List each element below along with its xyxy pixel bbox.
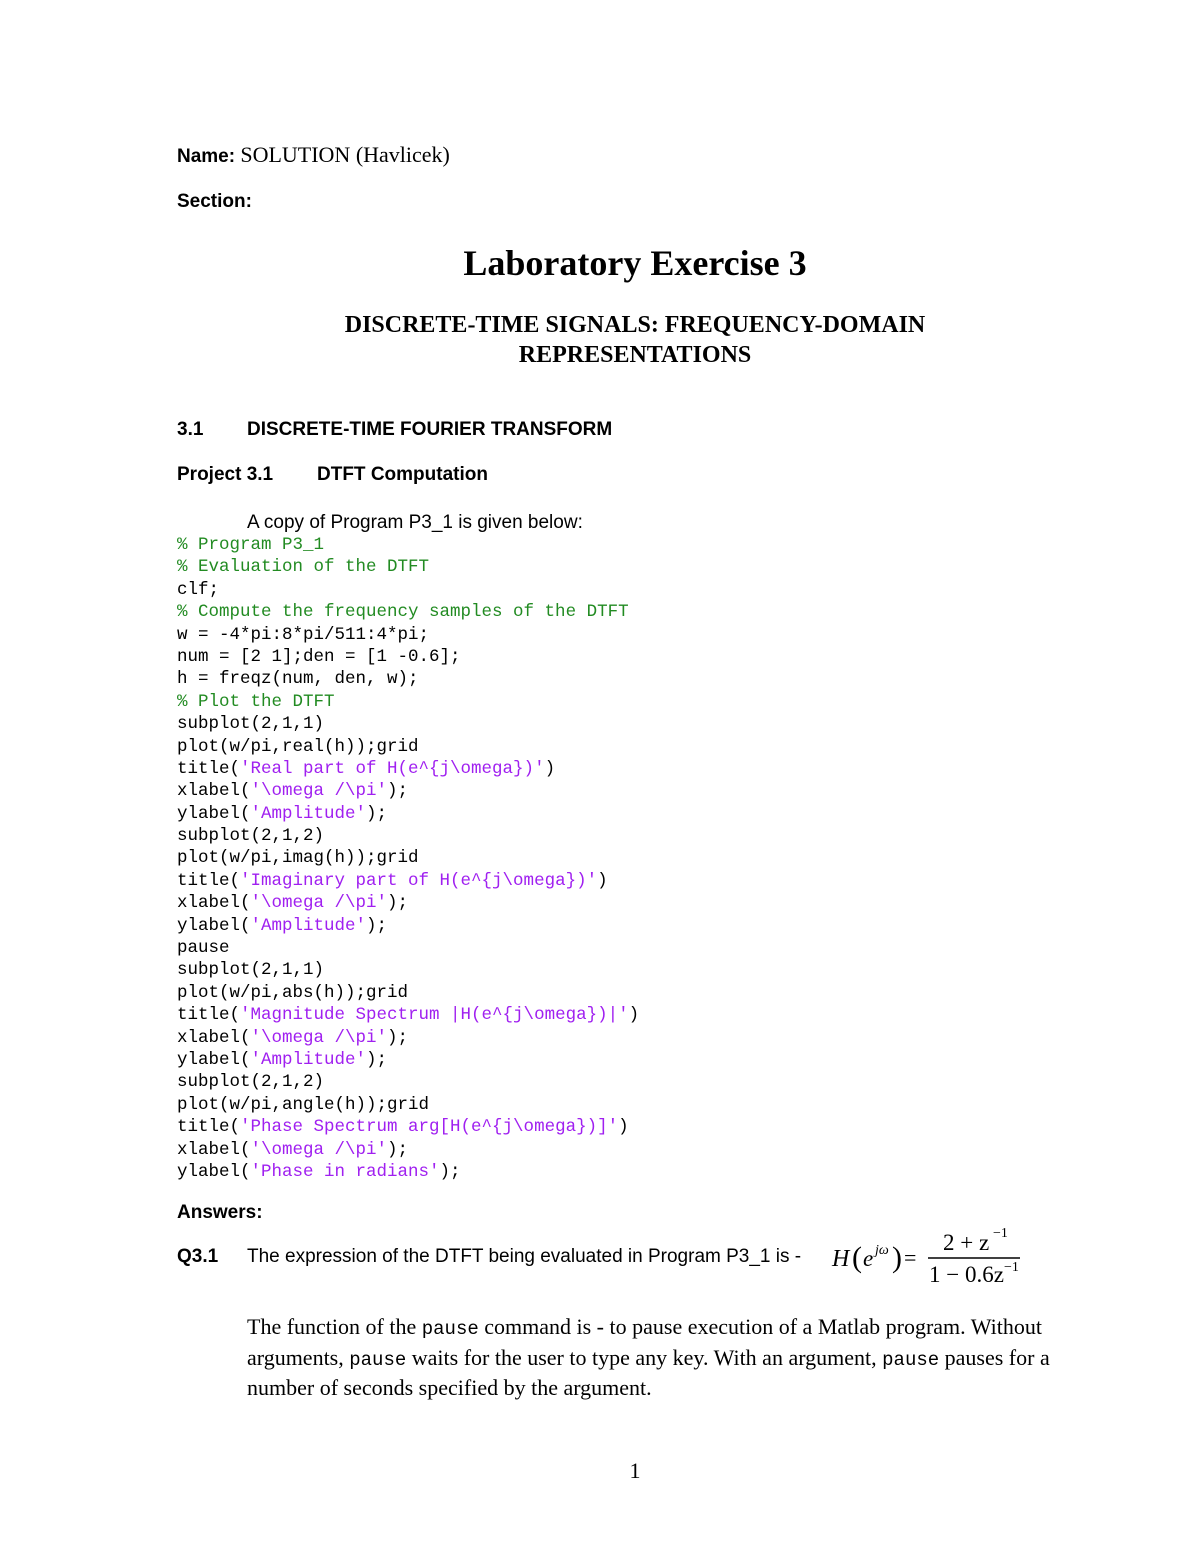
code-line (177, 758, 639, 780)
code-token: ylabel( (177, 915, 251, 936)
answer-code: pause (882, 1348, 940, 1371)
question-number: Q3.1 (177, 1246, 219, 1267)
code-string: 'Imaginary part of H(e^{j\omega})' (240, 870, 598, 891)
code-line: plot(w/pi,angle(h));grid (177, 1094, 430, 1115)
answers-heading: Answers: (177, 1202, 263, 1223)
subtitle-line-1: DISCRETE-TIME SIGNALS: FREQUENCY-DOMAIN (344, 312, 926, 338)
code-string: 'Amplitude' (250, 915, 367, 936)
answer-code: pause (349, 1348, 407, 1371)
code-token: ) (618, 1117, 629, 1138)
code-string: 'Phase in radians' (250, 1161, 440, 1182)
code-line (177, 1116, 639, 1138)
code-string: 'Amplitude' (250, 803, 367, 824)
code-line (177, 892, 639, 914)
page-title: Laboratory Exercise 3 (463, 243, 807, 283)
code-token: ); (387, 893, 409, 914)
answer-paragraph (247, 1313, 1107, 1402)
code-line: subplot(2,1,1) (177, 960, 325, 981)
code-token: ); (387, 1027, 409, 1048)
formula-left-paren: ( (852, 1241, 862, 1274)
code-string: 'Real part of H(e^{j\omega})' (240, 758, 545, 779)
section-label: Section: (177, 191, 252, 212)
code-string: 'Amplitude' (250, 1049, 367, 1070)
dtft-formula (830, 1224, 1030, 1294)
code-line: clf; (177, 579, 220, 600)
formula-e-exponent: jω (875, 1243, 889, 1258)
page-subtitle (0, 310, 1200, 370)
name-value: SOLUTION (Havlicek) (240, 142, 450, 167)
code-token: ylabel( (177, 1049, 251, 1070)
code-string: '\omega /\pi' (250, 781, 388, 802)
code-token: xlabel( (177, 893, 251, 914)
code-line: subplot(2,1,1) (177, 714, 325, 735)
code-line: % Compute the frequency samples of the DTFT (177, 602, 629, 623)
formula-numerator: 2 + z (943, 1230, 990, 1255)
code-token: ); (366, 1049, 388, 1070)
code-line (177, 803, 639, 825)
code-token: ) (628, 1005, 640, 1026)
code-token: xlabel( (177, 1027, 251, 1048)
section-title: DISCRETE-TIME FOURIER TRANSFORM (247, 419, 613, 440)
code-line: plot(w/pi,imag(h));grid (177, 848, 419, 869)
code-line (177, 780, 639, 802)
section-number: 3.1 (177, 419, 204, 440)
answer-text: waits for the user to type any key. With an argument, (406, 1344, 883, 1370)
code-line: % Plot the DTFT (177, 691, 335, 712)
code-token: ); (439, 1161, 461, 1182)
page-number: 1 (629, 1458, 641, 1483)
code-token: ); (366, 803, 388, 824)
code-token: ); (387, 1139, 409, 1160)
answer-text: command is - to pause execution of a Matlab program. Without arguments, (247, 1314, 1042, 1370)
code-token: ) (597, 870, 608, 891)
code-line: pause (177, 938, 230, 959)
answer-code: pause (421, 1318, 479, 1340)
formula-denominator: 1 − 0.6z (929, 1262, 1004, 1287)
question-text: The expression of the DTFT being evaluated in Program P3_1 is - (247, 1246, 802, 1267)
name-label: Name: (177, 146, 236, 167)
formula-e: e (863, 1246, 874, 1271)
formula-H: H (832, 1246, 850, 1272)
code-line (177, 1027, 639, 1049)
code-line: plot(w/pi,real(h));grid (177, 736, 419, 757)
code-line (177, 870, 639, 892)
code-line (177, 1049, 639, 1071)
code-line: h = freqz(num, den, w); (177, 669, 419, 690)
code-token: ylabel( (177, 1161, 251, 1182)
code-string: '\omega /\pi' (250, 1139, 388, 1160)
subtitle-line-2: REPRESENTATIONS (518, 342, 752, 368)
formula-equals: = (904, 1245, 917, 1270)
code-line: subplot(2,1,2) (177, 826, 325, 847)
code-token: title( (177, 870, 241, 891)
code-line: % Program P3_1 (177, 535, 325, 555)
code-token: xlabel( (177, 781, 251, 802)
code-listing (177, 534, 639, 1183)
code-line: w = -4*pi:8*pi/511:4*pi; (177, 624, 430, 645)
code-line: subplot(2,1,2) (177, 1072, 325, 1093)
code-line: num = [2 1];den = [1 -0.6]; (177, 646, 461, 667)
code-line (177, 1161, 639, 1183)
code-string: '\omega /\pi' (250, 893, 388, 914)
code-token: title( (177, 1117, 241, 1138)
code-line (177, 915, 639, 937)
answer-text: pauses for a number of seconds specified by the argument. (247, 1344, 1050, 1400)
code-token: ); (366, 915, 388, 936)
name-line (177, 142, 450, 168)
code-token: ylabel( (177, 803, 251, 824)
formula-denominator-exponent: −1 (1004, 1260, 1019, 1275)
code-line: plot(w/pi,abs(h));grid (177, 982, 409, 1003)
code-line (177, 1004, 639, 1026)
code-string: 'Magnitude Spectrum |H(e^{j\omega})|' (240, 1005, 629, 1026)
formula-numerator-exponent: −1 (993, 1226, 1008, 1241)
code-line: % Evaluation of the DTFT (177, 557, 430, 578)
code-string: '\omega /\pi' (250, 1027, 388, 1048)
answer-text: The function of the (247, 1314, 422, 1339)
intro-text: A copy of Program P3_1 is given below: (247, 512, 583, 533)
formula-right-paren: ) (892, 1241, 902, 1274)
code-token: title( (177, 758, 241, 779)
code-line (177, 1139, 639, 1161)
code-string: 'Phase Spectrum arg[H(e^{j\omega})]' (240, 1117, 619, 1138)
code-token: ); (387, 781, 409, 802)
code-token: title( (177, 1005, 241, 1026)
project-number: Project 3.1 (177, 464, 274, 485)
code-token: ) (544, 758, 556, 779)
project-title: DTFT Computation (317, 464, 488, 485)
code-token: xlabel( (177, 1139, 251, 1160)
